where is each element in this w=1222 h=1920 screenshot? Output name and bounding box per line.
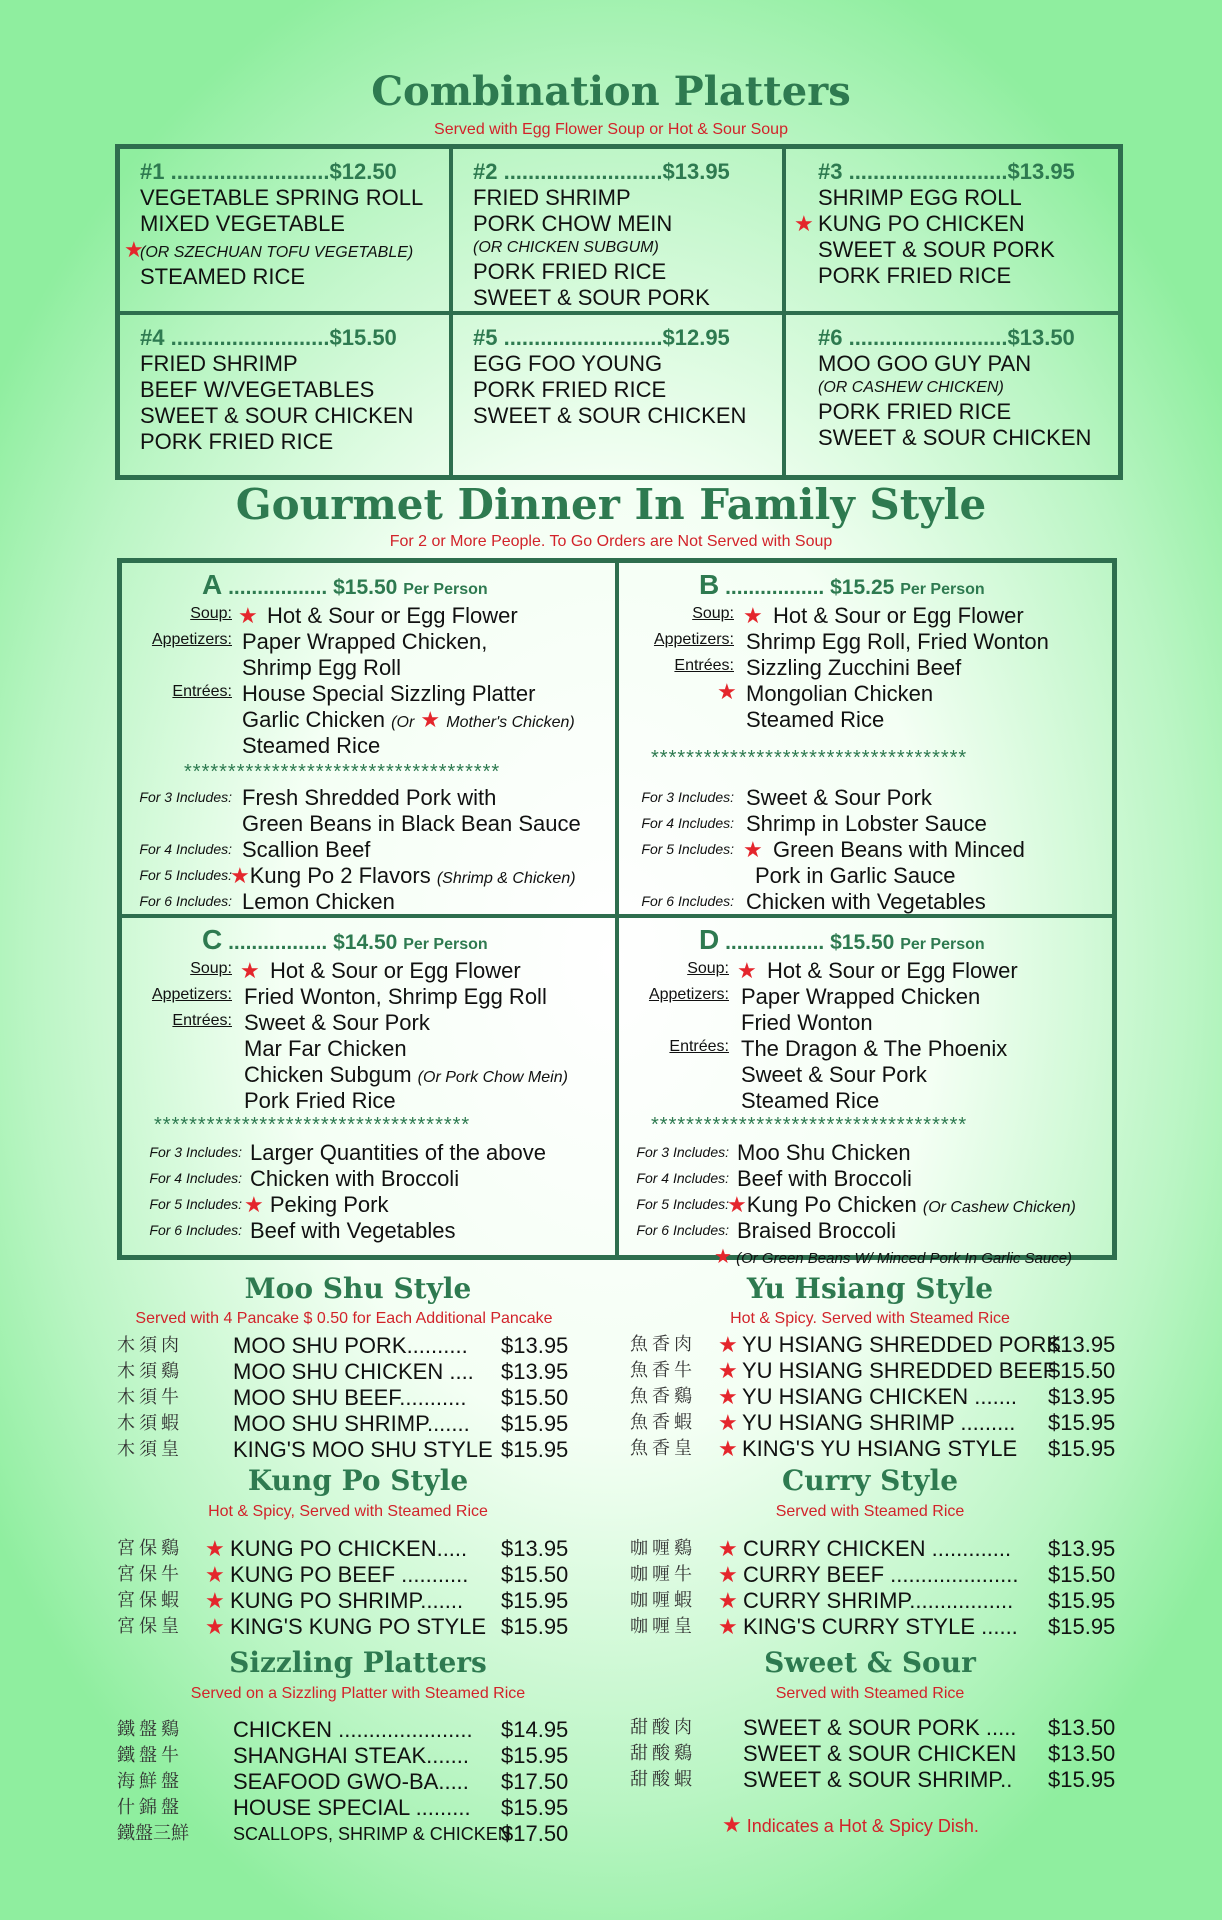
item-name: MOO SHU PORK.......... xyxy=(233,1333,468,1358)
hot-spicy-star-icon: ★ xyxy=(205,1588,225,1613)
menu-item xyxy=(117,1769,577,1795)
gourmet-subtitle: For 2 or More People. To Go Orders are Not Served with Soup xyxy=(389,533,833,550)
extra-note: (Shrimp & Chicken) xyxy=(436,870,576,887)
extra-item: Sweet & Sour Pork xyxy=(746,785,932,810)
platter-number: #5 ..........................$12.95 xyxy=(473,325,730,350)
dots: ................. xyxy=(725,931,825,954)
platter-item: PORK FRIED RICE xyxy=(473,377,667,402)
item-name: SEAFOOD GWO-BA..... xyxy=(233,1769,469,1794)
chinese-name: 魚香鷄 xyxy=(630,1386,696,1407)
platter-item: SWEET & SOUR PORK xyxy=(818,237,1055,262)
for-6-label: For 6 Includes: xyxy=(641,893,734,909)
family-dinner-grid xyxy=(117,558,1117,1268)
extra-item: Beef with Vegetables xyxy=(250,1218,456,1243)
menu-item xyxy=(630,1614,1130,1640)
item-price: $15.95 xyxy=(1048,1614,1116,1639)
chinese-name: 咖喱蝦 xyxy=(630,1590,696,1611)
menu-item xyxy=(117,1588,577,1614)
entrees-label: Entrées: xyxy=(669,1038,729,1055)
platter-item: KUNG PO CHICKEN xyxy=(818,211,1025,236)
hot-spicy-star-icon: ★ xyxy=(727,1192,747,1217)
for-5-label: For 5 Includes: xyxy=(139,867,232,883)
item-price: $15.95 xyxy=(501,1588,569,1613)
item-name: YU HSIANG SHREDDED PORK xyxy=(742,1332,1062,1357)
item-name: YU HSIANG SHRIMP ......... xyxy=(742,1410,1016,1435)
menu-item xyxy=(630,1384,1130,1410)
moo-shu-title: Moo Shu Style xyxy=(244,1272,472,1305)
for-4-label: For 4 Includes: xyxy=(139,841,232,857)
item-name: CURRY BEEF ..................... xyxy=(743,1562,1019,1587)
appetizers-label: Appetizers: xyxy=(653,631,734,648)
appetizer-item: Shrimp Egg Roll, Fried Wonton xyxy=(746,629,1049,654)
item-name: MOO SHU CHICKEN .... xyxy=(233,1359,474,1384)
item-name: SWEET & SOUR PORK ..... xyxy=(743,1715,1017,1740)
hot-spicy-star-icon: ★ xyxy=(743,837,763,862)
dinner-letter: A xyxy=(202,569,223,600)
item-name: KING'S YU HSIANG STYLE xyxy=(742,1436,1018,1461)
platter-item: VEGETABLE SPRING ROLL xyxy=(140,185,424,210)
dots: ................. xyxy=(725,576,825,599)
hot-spicy-star-icon: ★ xyxy=(238,603,258,628)
platter-item: FRIED SHRIMP xyxy=(473,185,631,210)
menu-item xyxy=(117,1717,577,1743)
gourmet-title: Gourmet Dinner In Family Style xyxy=(235,480,987,529)
extra-item: Braised Broccoli xyxy=(737,1218,896,1243)
for-3-label: For 3 Includes: xyxy=(636,1144,729,1160)
entree-or: (Or xyxy=(391,714,415,731)
item-price: $15.50 xyxy=(501,1562,569,1587)
chinese-name: 鐵盤三鮮 xyxy=(117,1823,189,1844)
divider-stars: ************************************ xyxy=(651,1114,968,1136)
menu-item xyxy=(630,1536,1130,1562)
item-name: SHANGHAI STEAK....... xyxy=(233,1743,469,1768)
item-price: $13.95 xyxy=(501,1359,569,1384)
platter-item: SWEET & SOUR CHICKEN xyxy=(818,425,1092,450)
platter-number: #2 ..........................$13.95 xyxy=(473,159,730,184)
extra-item: Lemon Chicken xyxy=(242,889,395,914)
hot-spicy-star-icon: ★ xyxy=(718,1536,738,1561)
extra-item xyxy=(230,863,576,889)
appetizer-item: Fried Wonton, Shrimp Egg Roll xyxy=(244,984,547,1009)
hot-spicy-star-icon: ★ xyxy=(420,707,441,732)
appetizer-item: Shrimp Egg Roll xyxy=(242,655,401,680)
entree-item xyxy=(242,707,575,733)
item-price: $15.95 xyxy=(1048,1436,1116,1461)
dots: ................. xyxy=(228,576,328,599)
menu-item xyxy=(117,1333,577,1359)
item-name: CHICKEN ...................... xyxy=(233,1717,473,1742)
hot-spicy-star-icon: ★ xyxy=(718,1562,738,1587)
entree-item: Sweet & Sour Pork xyxy=(244,1010,430,1035)
menu-item xyxy=(117,1743,577,1769)
platter-item: PORK FRIED RICE xyxy=(473,259,667,284)
sweet-sour-subtitle: Served with Steamed Rice xyxy=(775,1685,965,1702)
item-name: KING'S KUNG PO STYLE xyxy=(230,1614,487,1639)
menu-item xyxy=(117,1795,577,1821)
extra-note-line xyxy=(714,1244,1072,1270)
extra-item xyxy=(727,1192,1076,1218)
for-6-label: For 6 Includes: xyxy=(636,1222,729,1238)
platter-3 xyxy=(784,147,1120,313)
dinner-price: $15.50 xyxy=(830,931,895,954)
soup-label: Soup: xyxy=(190,605,232,622)
sweet-sour-title: Sweet & Sour xyxy=(764,1646,976,1679)
divider-stars: ************************************ xyxy=(184,761,501,783)
soup-label: Soup: xyxy=(190,960,232,977)
platter-note: (OR CASHEW CHICKEN) xyxy=(818,379,1004,396)
item-name: SCALLOPS, SHRIMP & CHICKEN xyxy=(233,1824,511,1844)
entree-item: Mar Far Chicken xyxy=(244,1036,407,1061)
platter-item: SWEET & SOUR CHICKEN xyxy=(473,403,747,428)
yu-hsiang-subtitle: Hot & Spicy. Served with Steamed Rice xyxy=(730,1310,1010,1327)
for-4-label: For 4 Includes: xyxy=(636,1170,729,1186)
extra-item: Fresh Shredded Pork with xyxy=(242,785,497,810)
platter-number: #3 ..........................$13.95 xyxy=(818,159,1075,184)
hot-spicy-star-icon: ★ xyxy=(244,1192,264,1217)
item-name: KUNG PO CHICKEN..... xyxy=(230,1536,468,1561)
entrees-label: Entrées: xyxy=(674,657,734,674)
chinese-name: 甜酸鷄 xyxy=(630,1743,696,1764)
entree-note: (Or Pork Chow Mein) xyxy=(417,1069,568,1086)
item-name: KUNG PO BEEF ........... xyxy=(230,1562,469,1587)
platter-item: BEEF W/VEGETABLES xyxy=(140,377,375,402)
dinner-price: $15.50 xyxy=(333,576,398,599)
yu-hsiang-title: Yu Hsiang Style xyxy=(746,1272,994,1305)
item-name: MOO SHU SHRIMP....... xyxy=(233,1411,470,1436)
legend xyxy=(722,1812,979,1838)
extra-item: Chicken with Vegetables xyxy=(746,889,986,914)
curry-title: Curry Style xyxy=(781,1464,959,1497)
soup-value: Hot & Sour or Egg Flower xyxy=(270,958,521,983)
platter-number: #1 ..........................$12.50 xyxy=(140,159,397,184)
platter-4 xyxy=(118,313,451,477)
appetizers-label: Appetizers: xyxy=(151,631,232,648)
per-person: Per Person xyxy=(403,581,488,598)
hot-spicy-star-icon: ★ xyxy=(718,1436,738,1461)
soup-label: Soup: xyxy=(687,960,729,977)
per-person: Per Person xyxy=(900,936,985,953)
dinner-c-header xyxy=(122,924,615,956)
hot-spicy-star-icon: ★ xyxy=(240,958,260,983)
platter-item: MIXED VEGETABLE xyxy=(140,211,345,236)
platter-item: PORK FRIED RICE xyxy=(140,429,334,454)
dinner-a-header xyxy=(122,569,615,601)
item-price: $15.95 xyxy=(501,1614,569,1639)
chinese-name: 宮保皇 xyxy=(117,1616,183,1637)
extra-item: Chicken with Broccoli xyxy=(250,1166,460,1191)
item-price: $13.95 xyxy=(1048,1332,1116,1357)
appetizer-item: Paper Wrapped Chicken, xyxy=(242,629,488,654)
platter-5 xyxy=(451,313,784,477)
for-6-label: For 6 Includes: xyxy=(139,893,232,909)
moo-shu-subtitle: Served with 4 Pancake $ 0.50 for Each Additional Pancake xyxy=(135,1310,553,1327)
platter-2 xyxy=(451,147,784,313)
extra-name: Peking Pork xyxy=(269,1192,389,1217)
curry-subtitle: Served with Steamed Rice xyxy=(775,1503,965,1520)
hot-spicy-star-icon: ★ xyxy=(737,958,757,983)
hot-spicy-star-icon: ★ xyxy=(743,603,763,628)
dinner-a xyxy=(120,561,617,916)
combination-grid xyxy=(115,144,1123,480)
entree-alt: Mother's Chicken) xyxy=(446,714,575,731)
platter-number: #4 ..........................$15.50 xyxy=(140,325,397,350)
hot-spicy-star-icon: ★ xyxy=(718,1410,738,1435)
chinese-name: 魚香皇 xyxy=(630,1438,696,1459)
menu-item xyxy=(117,1359,577,1385)
entree-item: Steamed Rice xyxy=(746,707,885,732)
hot-spicy-star-icon: ★ xyxy=(124,237,144,262)
menu-item xyxy=(630,1715,1130,1741)
item-price: $15.95 xyxy=(501,1437,569,1462)
appetizers-label: Appetizers: xyxy=(151,986,232,1003)
item-name: HOUSE SPECIAL ......... xyxy=(233,1795,471,1820)
entree-item: Pork Fried Rice xyxy=(244,1088,396,1113)
item-name: KUNG PO SHRIMP....... xyxy=(230,1588,464,1613)
item-name: CURRY SHRIMP................. xyxy=(743,1588,1014,1613)
sizzling-title: Sizzling Platters xyxy=(229,1646,487,1679)
legend-text: Indicates a Hot & Spicy Dish. xyxy=(746,1816,979,1836)
dinner-d-header xyxy=(619,924,1112,956)
item-price: $15.50 xyxy=(501,1385,569,1410)
platter-item: PORK CHOW MEIN xyxy=(473,211,673,236)
item-price: $15.95 xyxy=(1048,1767,1116,1792)
chinese-name: 甜酸肉 xyxy=(630,1717,696,1738)
extra-note: (Or Cashew Chicken) xyxy=(922,1199,1076,1216)
menu-item xyxy=(117,1385,577,1411)
item-name: MOO SHU BEEF........... xyxy=(233,1385,467,1410)
per-person: Per Person xyxy=(403,936,488,953)
menu-item xyxy=(630,1436,1130,1462)
item-price: $17.50 xyxy=(501,1769,569,1794)
platter-6 xyxy=(784,313,1120,477)
item-price: $13.50 xyxy=(1048,1741,1116,1766)
per-person: Per Person xyxy=(900,581,985,598)
chinese-name: 魚香蝦 xyxy=(630,1412,696,1433)
hot-spicy-star-icon: ★ xyxy=(718,1588,738,1613)
dinner-b xyxy=(617,561,1114,916)
chinese-name: 宮保蝦 xyxy=(117,1590,183,1611)
extra-item: Green Beans with Minced xyxy=(773,837,1025,862)
platter-item: PORK FRIED RICE xyxy=(818,263,1012,288)
soup-value: Hot & Sour or Egg Flower xyxy=(773,603,1024,628)
platter-item: SWEET & SOUR CHICKEN xyxy=(140,403,414,428)
platter-note: (OR CHICKEN SUBGUM) xyxy=(473,239,659,256)
extra-item: Beef with Broccoli xyxy=(737,1166,912,1191)
divider-stars: ************************************ xyxy=(651,747,968,769)
item-price: $17.50 xyxy=(501,1821,569,1846)
entree-item: Sizzling Zucchini Beef xyxy=(746,655,962,680)
chinese-name: 咖喱牛 xyxy=(630,1564,696,1585)
hot-spicy-star-icon: ★ xyxy=(718,1614,738,1639)
hot-spicy-star-icon: ★ xyxy=(230,863,250,888)
menu-item xyxy=(630,1358,1130,1384)
hot-spicy-star-icon: ★ xyxy=(205,1562,225,1587)
extra-item: Scallion Beef xyxy=(242,837,371,862)
item-name: YU HSIANG CHICKEN ....... xyxy=(742,1384,1018,1409)
soup-value: Hot & Sour or Egg Flower xyxy=(767,958,1018,983)
for-4-label: For 4 Includes: xyxy=(641,815,734,831)
extra-name: Kung Po Chicken xyxy=(746,1192,917,1217)
item-price: $13.95 xyxy=(1048,1536,1116,1561)
item-price: $15.95 xyxy=(1048,1588,1116,1613)
item-name: CURRY CHICKEN ............. xyxy=(743,1536,1012,1561)
extra-item xyxy=(244,1192,388,1218)
menu-item xyxy=(117,1411,577,1437)
chinese-name: 木須肉 xyxy=(117,1335,183,1356)
dots: ................. xyxy=(228,931,328,954)
chinese-name: 鐵盤鷄 xyxy=(117,1719,183,1740)
platter-1 xyxy=(118,147,451,313)
dinner-price: $15.25 xyxy=(830,576,895,599)
dinner-price: $14.50 xyxy=(333,931,398,954)
dinner-letter: C xyxy=(202,924,223,955)
hot-spicy-star-icon: ★ xyxy=(205,1536,225,1561)
entree-item xyxy=(244,1062,568,1088)
soup-value: Hot & Sour or Egg Flower xyxy=(267,603,518,628)
chinese-name: 宮保牛 xyxy=(117,1564,183,1585)
item-price: $15.50 xyxy=(1048,1562,1116,1587)
dinner-d xyxy=(617,916,1114,1268)
for-3-label: For 3 Includes: xyxy=(149,1144,242,1160)
dinner-b-header xyxy=(619,569,1112,601)
for-3-label: For 3 Includes: xyxy=(641,789,734,805)
platter-number: #6 ..........................$13.50 xyxy=(818,325,1075,350)
entree-item: Mongolian Chicken xyxy=(746,681,934,706)
extra-note: (Or Green Beans W/ Minced Pork In Garlic Sauce) xyxy=(736,1250,1073,1267)
for-5-label: For 5 Includes: xyxy=(641,841,734,857)
item-name: SWEET & SOUR SHRIMP.. xyxy=(743,1767,1013,1792)
entrees-label: Entrées: xyxy=(172,1012,232,1029)
extra-item: Green Beans in Black Bean Sauce xyxy=(242,811,581,836)
item-price: $15.95 xyxy=(501,1795,569,1820)
item-price: $13.95 xyxy=(1048,1384,1116,1409)
item-price: $13.95 xyxy=(501,1333,569,1358)
item-price: $14.95 xyxy=(501,1717,569,1742)
menu-item xyxy=(117,1614,577,1640)
item-name: KING'S MOO SHU STYLE xyxy=(233,1437,493,1462)
chinese-name: 魚香牛 xyxy=(630,1360,696,1381)
menu-item xyxy=(117,1536,577,1562)
chinese-name: 木須鷄 xyxy=(117,1361,183,1382)
platter-item: EGG FOO YOUNG xyxy=(473,351,663,376)
sizzling-subtitle: Served on a Sizzling Platter with Steamed Rice xyxy=(190,1685,526,1702)
hot-spicy-star-icon: ★ xyxy=(714,1246,732,1268)
menu-item xyxy=(630,1588,1130,1614)
chinese-name: 咖喱鷄 xyxy=(630,1538,696,1559)
dinner-letter: D xyxy=(699,924,720,955)
entree-name: Garlic Chicken xyxy=(242,707,386,732)
for-5-label: For 5 Includes: xyxy=(149,1196,242,1212)
chinese-name: 什錦盤 xyxy=(117,1797,183,1818)
chinese-name: 宮保鷄 xyxy=(117,1538,183,1559)
combination-title: Combination Platters xyxy=(371,68,851,115)
menu-item xyxy=(630,1332,1130,1358)
divider-stars: ************************************ xyxy=(154,1114,471,1136)
kung-po-title: Kung Po Style xyxy=(247,1464,469,1497)
item-price: $15.50 xyxy=(1048,1358,1116,1383)
entree-item: Steamed Rice xyxy=(741,1088,880,1113)
menu-item xyxy=(117,1437,577,1463)
item-price: $13.95 xyxy=(501,1536,569,1561)
combination-subtitle: Served with Egg Flower Soup or Hot & Sour Soup xyxy=(434,121,788,138)
hot-spicy-star-icon: ★ xyxy=(794,211,814,236)
menu-item xyxy=(117,1821,577,1847)
chinese-name: 木須蝦 xyxy=(117,1413,183,1434)
chinese-name: 甜酸蝦 xyxy=(630,1769,696,1790)
chinese-name: 木須皇 xyxy=(117,1439,183,1460)
hot-spicy-star-icon: ★ xyxy=(717,679,737,704)
appetizer-item: Paper Wrapped Chicken xyxy=(741,984,981,1009)
hot-spicy-star-icon: ★ xyxy=(722,1812,742,1837)
chinese-name: 海鮮盤 xyxy=(117,1771,183,1792)
platter-item: PORK FRIED RICE xyxy=(818,399,1012,424)
hot-spicy-star-icon: ★ xyxy=(718,1332,738,1357)
entree-item: Sweet & Sour Pork xyxy=(741,1062,927,1087)
menu-item xyxy=(630,1741,1130,1767)
dinner-c xyxy=(120,916,617,1257)
extra-item: Shrimp in Lobster Sauce xyxy=(746,811,987,836)
chinese-name: 魚香肉 xyxy=(630,1334,696,1355)
extra-item: Pork in Garlic Sauce xyxy=(755,863,956,888)
for-6-label: For 6 Includes: xyxy=(149,1222,242,1238)
platter-item: SHRIMP EGG ROLL xyxy=(818,185,1022,210)
menu-item xyxy=(630,1410,1130,1436)
entree-name: Chicken Subgum xyxy=(244,1062,412,1087)
menu-item xyxy=(630,1767,1130,1793)
hot-spicy-star-icon: ★ xyxy=(718,1358,738,1383)
entrees-label: Entrées: xyxy=(172,683,232,700)
appetizers-label: Appetizers: xyxy=(648,986,729,1003)
item-name: YU HSIANG SHREDDED BEEF xyxy=(742,1358,1057,1383)
platter-item: FRIED SHRIMP xyxy=(140,351,298,376)
for-3-label: For 3 Includes: xyxy=(139,789,232,805)
platter-item: MOO GOO GUY PAN xyxy=(818,351,1032,376)
item-name: KING'S CURRY STYLE ...... xyxy=(743,1614,1018,1639)
chinese-name: 咖喱皇 xyxy=(630,1616,696,1637)
item-name: SWEET & SOUR CHICKEN xyxy=(743,1741,1017,1766)
platter-note: (OR SZECHUAN TOFU VEGETABLE) xyxy=(140,244,414,261)
menu-item xyxy=(117,1562,577,1588)
platter-item: STEAMED RICE xyxy=(140,264,306,289)
hot-spicy-star-icon: ★ xyxy=(205,1614,225,1639)
extra-item: Larger Quantities of the above xyxy=(250,1140,546,1165)
appetizer-item: Fried Wonton xyxy=(741,1010,873,1035)
menu-item xyxy=(630,1562,1130,1588)
item-price: $15.95 xyxy=(501,1743,569,1768)
entree-item: The Dragon & The Phoenix xyxy=(741,1036,1008,1061)
kung-po-subtitle: Hot & Spicy, Served with Steamed Rice xyxy=(208,1503,488,1520)
extra-name: Kung Po 2 Flavors xyxy=(249,863,431,888)
item-price: $13.50 xyxy=(1048,1715,1116,1740)
entree-item: Steamed Rice xyxy=(242,733,381,758)
hot-spicy-star-icon: ★ xyxy=(718,1384,738,1409)
item-price: $15.95 xyxy=(501,1411,569,1436)
entree-item: House Special Sizzling Platter xyxy=(242,681,536,706)
chinese-name: 木須牛 xyxy=(117,1387,183,1408)
for-4-label: For 4 Includes: xyxy=(149,1170,242,1186)
chinese-name: 鐵盤牛 xyxy=(117,1745,183,1766)
item-price: $15.95 xyxy=(1048,1410,1116,1435)
dinner-letter: B xyxy=(699,569,720,600)
for-5-label: For 5 Includes: xyxy=(636,1196,729,1212)
soup-label: Soup: xyxy=(692,605,734,622)
platter-item: SWEET & SOUR PORK xyxy=(473,285,710,310)
extra-item: Moo Shu Chicken xyxy=(737,1140,911,1165)
